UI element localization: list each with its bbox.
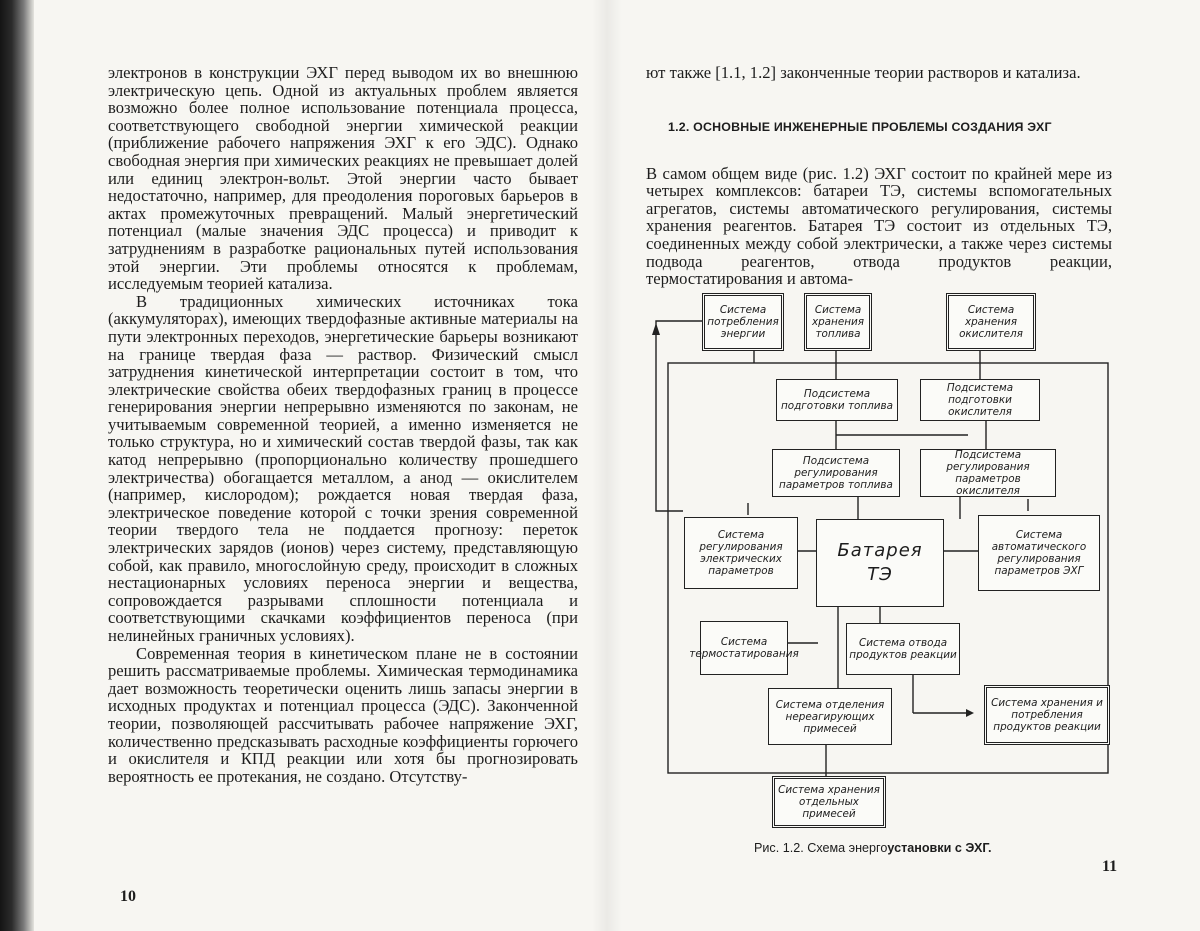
energy-plant-diagram xyxy=(648,283,1118,843)
left-paragraph-2: В традиционных химических источниках тока (аккумуляторах), имеющих твердофазные активные материалы на пути электронных переходов, энергетические барьеры возникают на границе твердая фаза — раствор. Физический смысл затруднения кинетической интерпретации состоит в том, что электрические свойства обеих твердофазных границ в процессе генерирования энергии непрерывно изменяются по законам, не учитываемым современной теорией, а именно изменяется не только структура, но и химический состав твердой фазы, так как катод непрерывно (пропорционально количеству прошедшего электричества) обогащается металлом, а анод — окислителем (например, кислородом); рождается новая твердая фаза, электрическое поведение которой с точки зрения современной теории твердого тела не поддается прогнозу: переток электрических зарядов (ионов) через систему, представляющую собой, как правило, многослойную среду, происходит в сложных нестационарных условиях переноса энергии и вещества, сопровождается разрывами сплошности потенциала и соответствующими скачками коэффициентов переноса (при нелинейных граничных условиях). xyxy=(108,291,578,645)
node-fuel-param-reg: Подсистема регулирования параметров топлива xyxy=(772,449,900,497)
caption-prefix: Рис. 1.2. Схема энерго xyxy=(754,841,888,855)
arrowhead-up xyxy=(652,323,660,335)
node-inert-separation: Система отделения нереагирующих примесей xyxy=(768,688,892,745)
left-paragraph-1: электронов в конструкции ЭХГ перед выводом их во внешнюю электрическую цепь. Одной из актуальных проблем является возможно более полное использование потенциала процесса, соответствующего свободной энергии химической реакции (приближение рабочего напряжения ЭХГ к его ЭДС). Однако свободная энергия при химических реакциях не превышает долей или единиц электрон-вольт. Этой энергии часто бывает недостаточно, например, для преодоления пороговых барьеров в актах промежуточных превращений. Малый энергетический потенциал (малые значения ЭДС процесса) и приводит к затруднениям в разработке рациональных путей использования этой энергии. Эти проблемы относятся к проблемам, исследуемым теорией катализа. xyxy=(108,63,578,294)
figure-caption xyxy=(754,841,1094,855)
left-page-number: 10 xyxy=(120,888,136,905)
node-thermostat: Система термостатирования xyxy=(700,621,788,675)
node-battery xyxy=(816,519,944,607)
section-heading: 1.2. ОСНОВНЫЕ ИНЖЕНЕРНЫЕ ПРОБЛЕМЫ СОЗДАНИЯ ЭХГ xyxy=(668,120,1052,134)
caption-bold: установки с ЭХГ. xyxy=(887,841,992,855)
book-spine-shadow xyxy=(0,0,34,931)
node-fuel-storage: Система хранения топлива xyxy=(804,293,872,351)
book-gutter xyxy=(592,0,622,931)
arrowhead-right xyxy=(966,709,974,717)
node-energy-consumption: Система потребления энергии xyxy=(702,293,784,351)
node-fuel-prep: Подсистема подготовки топлива xyxy=(776,379,898,421)
node-impurity-storage: Система хранения отдельных примесей xyxy=(772,776,886,828)
node-product-storage: Система хранения и потребления продуктов реакции xyxy=(984,685,1110,745)
node-oxidizer-param-reg: Подсистема регулирования параметров окислителя xyxy=(920,449,1056,497)
right-page-continuation: ют также [1.1, 1.2] законченные теории растворов и катализа. xyxy=(646,63,1081,82)
node-oxidizer-prep: Подсистема подготовки окислителя xyxy=(920,379,1040,421)
battery-sublabel: ТЭ xyxy=(867,564,893,585)
right-page-number: 11 xyxy=(1102,858,1118,875)
right-paragraph-1: В самом общем виде (рис. 1.2) ЭХГ состоит по крайней мере из четырех комплексов: батареи ТЭ, системы вспомогательных агрегатов, системы автоматического регулирования, системы хранения реагентов. Батарея ТЭ состоит из отдельных ТЭ, соединенных между собой электрически, а также через системы подвода реагентов, отвода продуктов реакции, термостатирования и автома- xyxy=(646,163,1112,289)
node-product-removal: Система отвода продуктов реакции xyxy=(846,623,960,675)
left-paragraph-3: Современная теория в кинетическом плане не в состоянии решить рассматриваемые проблемы. Химическая термодинамика дает возможность теоретически оценить лишь запасы энергии в исходных продуктах и потенциал процесса (ЭДС). Законченной теории, позволяющей рассчитывать рабочее напряжение ЭХГ, количественно предсказывать расходные коэффициенты горючего и окислителя и КПД реакции или хотя бы прогнозировать вероятность ее протекания, не создано. Отсутству- xyxy=(108,643,578,786)
left-page-text xyxy=(108,64,578,785)
node-electric-param-reg: Система регулирования электрических параметров xyxy=(684,517,798,589)
node-oxidizer-storage: Система хранения окислителя xyxy=(946,293,1036,351)
return-line xyxy=(656,321,702,511)
battery-label: Батарея xyxy=(837,540,923,561)
right-page-text xyxy=(646,148,1112,304)
node-auto-reg: Система автоматического регулирования параметров ЭХГ xyxy=(978,515,1100,591)
